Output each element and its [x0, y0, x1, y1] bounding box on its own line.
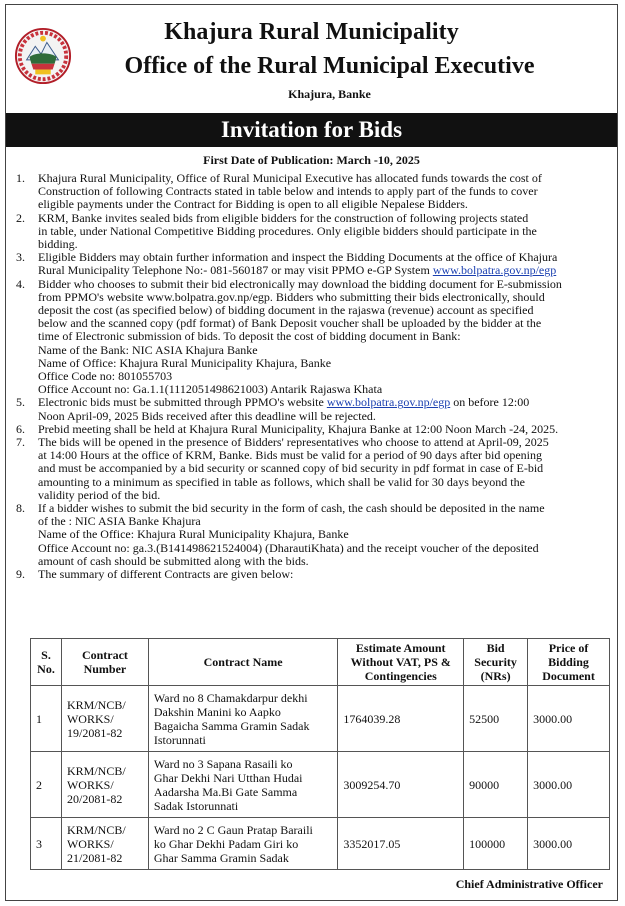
notice-body	[12, 172, 607, 581]
signature-title: Chief Administrative Officer	[455, 877, 603, 891]
list-item: 9. The summary of different Contracts are given below:	[16, 567, 294, 582]
col-header-name: Contract Name	[148, 639, 337, 686]
list-item: 6. Prebid meeting shall be held at Khajura Rural Municipality, Khajura Banke at 12:00 Noon March -24, 2025.	[16, 421, 559, 436]
list-item: 4. Bidder who chooses to submit their bid electronically may download the bidding document for E-submission from PPMO's website www.bolpatra.gov.np/egp. Bidders who submitting their bids electronically, should deposit the cost (as specified below) of bidding document in the rajaswa (revenue) account as specified below and the scanned copy (pdf format) of Bank Deposit voucher shall be uploaded by the bidder at the time of Electronic submission of bids. To deposit the cost of bidding document in Bank: Name of the Bank: NIC ASIA Khajura Banke Name of Office: Khajura Rural Municipality Khajura, Banke Office Code no: 801055703 Office Account no: Ga.1.1(1112051498621003) Antarik Rajaswa Khata	[16, 276, 562, 397]
list-item: 5. Electronic bids must be submitted through PPMO's website www.bolpatra.gov.np/egp on before 12:00 Noon April-09, 2025 Bids received after this deadline will be rejected.	[16, 395, 530, 423]
municipality-title: Khajura Rural Municipality	[164, 19, 459, 45]
header	[6, 5, 617, 113]
publication-date: First Date of Publication: March -10, 2025	[203, 153, 420, 167]
list-item: 7. The bids will be opened in the presence of Bidders' representatives who choose to attend at April-09, 2025 at 14:00 Hours at the office of KRM, Banke. Bids must be valid for a period of 90 days after bid opening and must be accompanied by a bid security or scanned copy of bid security in pdf format in case of E-bid amounting to a minimum as specified in table as follows, which shall be valid for 30 days beyond the validity period of the bid.	[16, 435, 549, 502]
col-header-security: Bid Security (NRs)	[464, 639, 528, 686]
table-row: 3 KRM/NCB/ WORKS/ 21/2081-82 Ward no 2 C Gaun Pratap Baraili ko Ghar Dekhi Padam Giri ko Ghar Samma Gramin Sadak 3352017.05 100000 3000.00	[31, 818, 610, 870]
location: Khajura, Banke	[288, 87, 371, 101]
col-header-price: Price of Bidding Document	[528, 639, 610, 686]
office-title: Office of the Rural Municipal Executive	[124, 53, 535, 79]
table-row: 2 KRM/NCB/ WORKS/ 20/2081-82 Ward no 3 Sapana Rasaili ko Ghar Dekhi Nari Utthan Hudai Aadarsha Ma.Bi Gate Samma Sadak Istorunnati 3009254.70 90000 3000.00	[31, 752, 610, 818]
banner-title: Invitation for Bids	[6, 113, 617, 147]
contracts-table	[30, 638, 610, 870]
egp-link[interactable]: www.bolpatra.gov.np/egp	[432, 263, 557, 278]
list-item: 8. If a bidder wishes to submit the bid security in the form of cash, the cash should be deposited in the name of the : NIC ASIA Banke Khajura Name of the Office: Khajura Rural Municipality Khajura, Banke Office Account no: ga.3.(B141498621524004) (DharautiKhata) and the receipt voucher of the deposited amount of cash should be submitted along with the bids.	[16, 501, 545, 568]
list-item: 1. Khajura Rural Municipality, Office of Rural Municipal Executive has allocated funds towards the cost of Construction of following Contracts stated in table below and intends to apply part of the funds to cover eligible payments under the Contract for Bidding is open to all eligible Nepalese Bidders.	[16, 171, 542, 212]
list-item: 3. Eligible Bidders may obtain further information and inspect the Bidding Documents at the office of Khajura Rural Municipality Telephone No:- 081-560187 or may visit PPMO e-GP System www.bolpatra.gov.np/egp	[16, 250, 558, 278]
col-header-estimate: Estimate Amount Without VAT, PS & Contingencies	[338, 639, 464, 686]
table-header-row	[31, 639, 610, 686]
egp-link[interactable]: www.bolpatra.gov.np/egp	[326, 395, 451, 410]
list-item: 2. KRM, Banke invites sealed bids from eligible bidders for the construction of following projects stated in table, under National Competitive Bidding procedures. Only eligible bidders should participate in the bidding.	[16, 210, 537, 252]
col-header-number: Contract Number	[61, 639, 148, 686]
table-row: 1 KRM/NCB/ WORKS/ 19/2081-82 Ward no 8 Chamakdarpur dekhi Dakshin Manini ko Aapko Bagaicha Samma Gramin Sadak Istorunnati 1764039.28 52500 3000.00	[31, 686, 610, 752]
document-page	[5, 4, 618, 901]
col-header-sn: S. No.	[31, 639, 62, 686]
